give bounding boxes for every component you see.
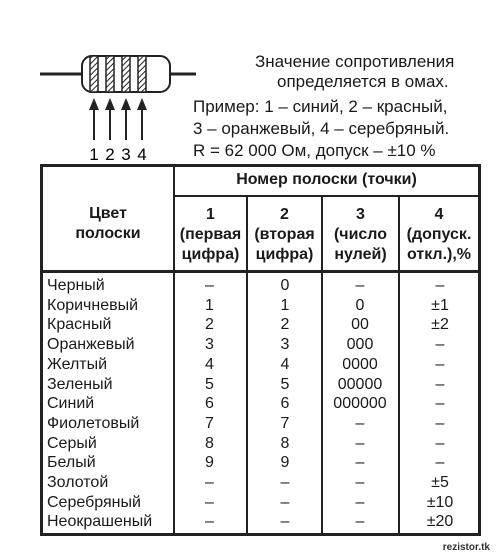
cell-band-1: – xyxy=(205,493,214,511)
color-name: Оранжевый xyxy=(47,336,135,354)
cell-band-4: ±2 xyxy=(431,316,449,334)
header-col-3-num: 3 xyxy=(356,206,365,223)
cell-band-1: 6 xyxy=(205,395,214,413)
color-name: Коричневый xyxy=(47,296,139,314)
cell-band-1: 3 xyxy=(205,336,214,354)
resistor-band-4 xyxy=(138,56,146,92)
arrowhead-2 xyxy=(105,98,115,110)
cell-band-2: 0 xyxy=(280,277,290,294)
arrowhead-4 xyxy=(137,98,147,110)
header-color-line-2: полоски xyxy=(75,225,141,242)
header-col-3-line3: нулей) xyxy=(334,246,387,263)
cell-band-3: – xyxy=(355,454,365,472)
header-col-4-line3: откл.),% xyxy=(406,246,472,263)
table-border-bottom xyxy=(40,533,481,536)
header-col-2-num: 2 xyxy=(280,206,289,223)
cell-band-1: 9 xyxy=(205,454,214,472)
color-name: Фиолетовый xyxy=(47,414,140,432)
header-col-1-line3: цифра) xyxy=(181,246,240,263)
header-col-1-num: 1 xyxy=(206,206,215,223)
color-name: Черный xyxy=(47,277,105,294)
cell-band-3: – xyxy=(355,414,365,432)
example-line-2: 3 – оранжевый, 4 – серебряный. xyxy=(193,119,450,138)
cell-band-2: 1 xyxy=(280,296,290,314)
cell-band-2: 5 xyxy=(280,375,290,393)
cell-band-2: – xyxy=(280,493,290,511)
cell-band-1: 7 xyxy=(205,414,214,432)
cell-band-4: ±5 xyxy=(431,474,449,491)
header-col-2-line2: (вторая xyxy=(254,226,315,243)
cell-band-4: – xyxy=(435,434,445,452)
table-divider-group xyxy=(173,195,481,197)
color-name: Серый xyxy=(47,434,97,452)
cell-band-3: 00 xyxy=(351,316,369,334)
table-divider-header xyxy=(40,270,481,273)
arrowhead-3 xyxy=(121,98,131,110)
cell-band-3: – xyxy=(355,493,365,511)
cell-band-2: 7 xyxy=(280,414,290,432)
cell-band-4: ±20 xyxy=(426,513,454,531)
watermark: rezistor.tk xyxy=(442,542,490,553)
band-number-4: 4 xyxy=(137,145,147,164)
cell-band-3: 000 xyxy=(346,336,374,354)
color-name: Синий xyxy=(47,395,95,413)
cell-band-4: – xyxy=(435,454,445,472)
example-line-1: Пример: 1 – синий, 2 – красный, xyxy=(193,97,448,116)
cell-band-2: 2 xyxy=(280,316,290,334)
arrowhead-1 xyxy=(89,98,99,110)
cell-band-3: 0000 xyxy=(342,355,378,373)
cell-band-2: 4 xyxy=(280,355,290,373)
cell-band-2: 9 xyxy=(280,454,290,472)
example-line-3: R = 62 000 Ом, допуск – ±10 % xyxy=(193,141,436,160)
cell-band-1: 4 xyxy=(205,355,214,373)
header-band-number: Номер полоски (точки) xyxy=(236,171,417,188)
cell-band-3: – xyxy=(355,513,365,531)
header-col-4-line2: (допуск. xyxy=(406,226,472,243)
resistor-band-3 xyxy=(122,56,130,92)
header-col-1-line2: (первая xyxy=(179,226,242,243)
color-name: Зеленый xyxy=(47,375,113,393)
header-color-line-1: Цвет xyxy=(89,205,127,222)
band-number-2: 2 xyxy=(105,145,115,164)
cell-band-4: – xyxy=(435,277,445,294)
color-name: Серебряный xyxy=(47,493,141,511)
cell-band-4: ±1 xyxy=(431,296,449,314)
cell-band-1: – xyxy=(205,474,214,491)
table-border-top xyxy=(40,164,481,167)
intro-line-1: Значение сопротивления xyxy=(255,52,455,71)
header-col-2-line3: цифра) xyxy=(255,246,314,263)
cell-band-2: 8 xyxy=(280,434,290,452)
cell-band-1: 2 xyxy=(205,316,214,334)
cell-band-2: – xyxy=(280,474,290,491)
color-name: Желтый xyxy=(47,355,108,373)
cell-band-3: 000000 xyxy=(333,395,387,413)
header-col-4-num: 4 xyxy=(434,206,444,223)
cell-band-3: – xyxy=(355,474,365,491)
cell-band-3: – xyxy=(355,277,365,294)
cell-band-2: 3 xyxy=(280,336,290,354)
cell-band-4: – xyxy=(435,355,445,373)
cell-band-2: – xyxy=(280,513,290,531)
cell-band-2: 6 xyxy=(280,395,290,413)
color-name: Красный xyxy=(47,316,112,334)
cell-band-1: 1 xyxy=(205,296,214,314)
cell-band-4: – xyxy=(435,336,445,354)
color-name: Золотой xyxy=(47,474,109,491)
color-name: Неокрашеный xyxy=(47,513,153,531)
band-number-1: 1 xyxy=(89,145,99,164)
intro-line-2: определяется в омах. xyxy=(277,72,449,91)
cell-band-3: 0 xyxy=(355,296,365,314)
resistor-icon xyxy=(38,42,198,167)
resistor-band-2 xyxy=(106,56,114,92)
cell-band-4: ±10 xyxy=(426,493,454,511)
cell-band-4: – xyxy=(435,395,445,413)
header-col-3-line2: (число xyxy=(333,226,388,243)
color-name: Белый xyxy=(47,454,96,472)
cell-band-1: – xyxy=(205,513,214,531)
cell-band-4: – xyxy=(435,414,445,432)
resistor-band-1 xyxy=(90,56,98,92)
band-number-3: 3 xyxy=(121,145,131,164)
cell-band-1: – xyxy=(205,277,214,294)
cell-band-4: – xyxy=(435,375,445,393)
cell-band-3: – xyxy=(355,434,365,452)
cell-band-3: 00000 xyxy=(337,375,383,393)
cell-band-1: 5 xyxy=(205,375,214,393)
cell-band-1: 8 xyxy=(205,434,214,452)
